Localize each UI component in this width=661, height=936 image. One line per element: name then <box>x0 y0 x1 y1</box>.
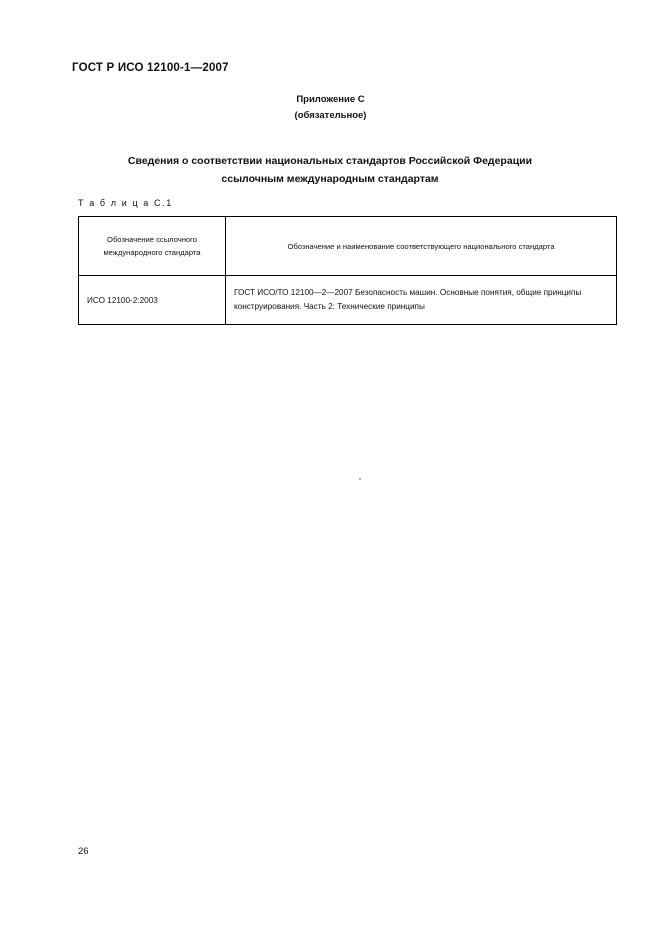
annex-block <box>0 92 661 124</box>
page-title-line-1: Сведения о соответствии национальных стандартов Российской Федерации <box>127 155 533 167</box>
table-header-cell-reference-line-2: международного стандарта <box>103 248 201 257</box>
table-row <box>79 276 617 325</box>
page-title <box>90 152 570 188</box>
table-cell-reference-standard: ИСО 12100-2:2003 <box>79 276 226 325</box>
page-title-line-2: ссылочным международным стандартам <box>221 173 439 185</box>
page-number: 26 <box>78 846 89 857</box>
reference-standards-table <box>78 216 617 325</box>
scan-speck <box>359 478 361 480</box>
table-cell-national-standard: ГОСТ ИСО/ТО 12100—2—2007 Безопасность машин. Основные понятия, общие принципы конструирования. Часть 2: Технические принципы <box>226 276 617 325</box>
document-standard-header: ГОСТ Р ИСО 12100-1—2007 <box>72 62 229 74</box>
annex-subtitle: (обязательное) <box>294 110 367 121</box>
table-caption: Т а б л и ц а С.1 <box>78 198 173 208</box>
table-header-cell-national: Обозначение и наименование соответствующего национального стандарта <box>226 217 617 276</box>
table-header-row <box>79 217 617 276</box>
table-header-cell-reference <box>79 217 226 276</box>
table-header-cell-reference-line-1: Обозначение ссылочного <box>107 235 197 244</box>
annex-title: Приложение С <box>296 94 365 105</box>
